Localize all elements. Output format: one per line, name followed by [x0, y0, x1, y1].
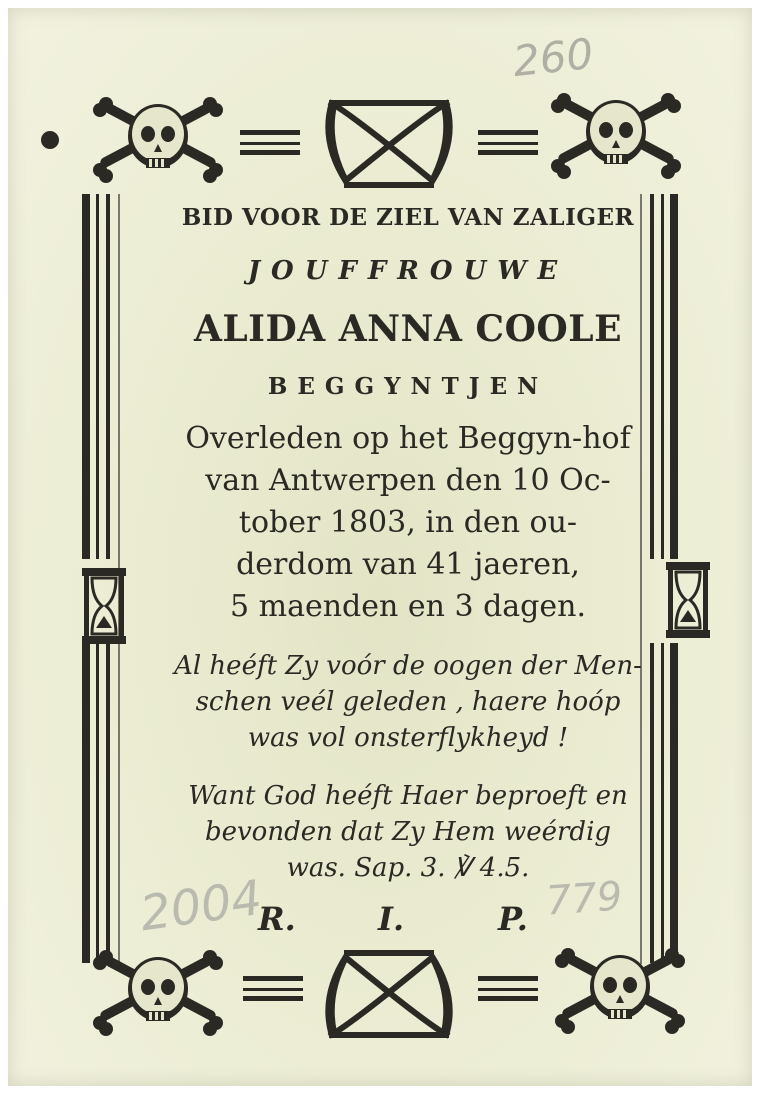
- pencil-annotation-top: 260: [510, 28, 596, 87]
- skull-crossbones-icon: [555, 948, 685, 1034]
- pencil-annotation-bottom-left: 2004: [136, 869, 266, 943]
- crossed-scythes-icon: [325, 950, 452, 1038]
- memorial-card: [8, 8, 752, 1086]
- hourglass-icon: [82, 568, 126, 644]
- body-line: Overleden op het Beggyn-hof: [185, 421, 631, 456]
- body-line: tober 1803, in den ou-: [238, 505, 578, 540]
- card-header: BID VOOR DE ZIEL VAN ZALIGER: [181, 204, 635, 231]
- rip-r: R.: [258, 900, 296, 938]
- skull-crossbones-icon: [93, 950, 223, 1036]
- crossed-scythes-icon: [325, 100, 452, 188]
- rip-i: I.: [378, 900, 405, 938]
- scripture-line: bevonden dat Zy Hem weérdig: [204, 817, 612, 847]
- verse-line: schen veél geleden , haere hoóp: [195, 687, 621, 717]
- body-line: van Antwerpen den 10 Oc-: [205, 463, 611, 498]
- title-word: JOUFFROUWE: [247, 256, 569, 286]
- scripture-line: was. Sap. 3. ℣ 4.5.: [286, 853, 530, 883]
- pencil-annotation-bottom-right: 779: [544, 873, 624, 925]
- body-line: derdom van 41 jaeren,: [236, 547, 580, 582]
- verse-line: Al heéft Zy voór de oogen der Men-: [174, 651, 642, 681]
- ink-blot: [41, 131, 59, 149]
- scripture-line: Want God heéft Haer beproeft en: [188, 781, 628, 811]
- body-line: 5 maenden en 3 dagen.: [230, 589, 586, 624]
- skull-crossbones-icon: [551, 93, 681, 179]
- rip-p: P.: [498, 900, 528, 938]
- skull-crossbones-icon: [93, 97, 223, 183]
- verse-line: was vol onsterflykheyd !: [247, 723, 569, 753]
- deceased-status: BEGGYNTJEN: [267, 373, 549, 400]
- deceased-name: ALIDA ANNA COOLE: [193, 308, 623, 350]
